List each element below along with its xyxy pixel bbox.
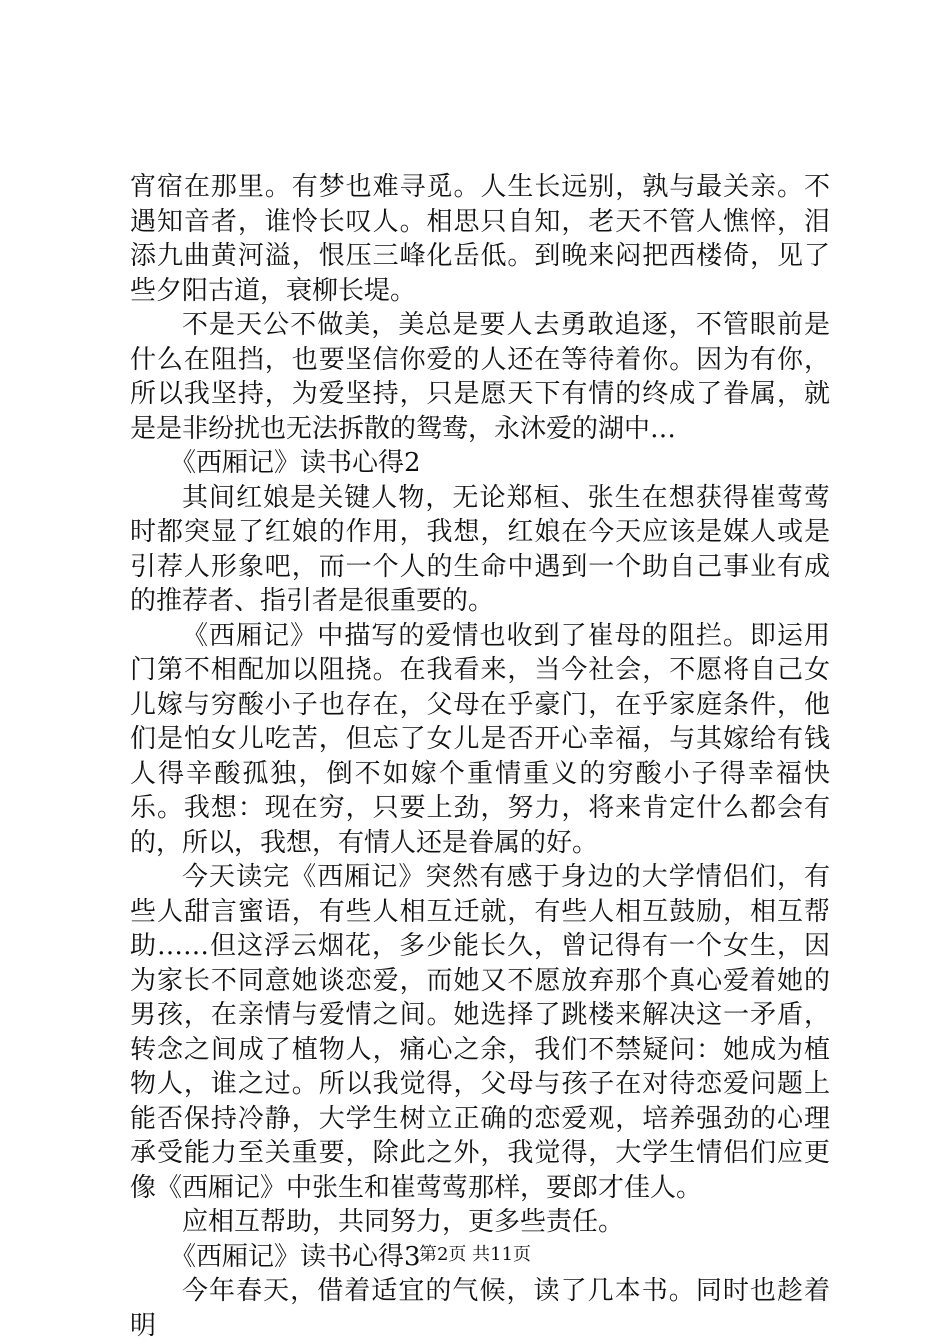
paragraph: 应相互帮助，共同努力，更多些责任。 [182,1207,625,1237]
paragraph: 《西厢记》中描写的爱情也收到了崔母的阻拦。即运用门第不相配加以阻挠。在我看来，当今社会，不愿将自己女儿嫁与穷酸小子也存在，父母在乎豪门，在乎家庭条件，他们是怕女儿吃苦，但忘了女儿是否开心幸福，与其嫁给有钱人得辛酸孤独，倒不如嫁个重情重义的穷酸小子得幸福快乐。我想：现在穷，只要上劲，努力，将来肯定什么都会有的，所以，我想，有情人还是眷属的好。 [130,620,830,858]
paragraph: 今年春天，借着适宜的气候，读了几本书。同时也趁着明 [130,1276,830,1341]
paragraph-poem-continued: 宵宿在那里。有梦也难寻觅。人生长远别，孰与最关亲。不遇知音者，谁怜长叹人。相思只自知，老天不管人憔悴，泪添九曲黄河溢，恨压三峰化岳低。到晚来闷把西楼倚，见了些夕阳古道，衰柳长堤。 [130,172,830,306]
section-heading-3: 《西厢记》读书心得3 [170,1241,421,1272]
page-footer: 第2页 共11页 [418,1244,532,1265]
document-body [130,170,830,1343]
paragraph: 今天读完《西厢记》突然有感于身边的大学情侣们，有些人甜言蜜语，有些人相互迁就，有些人相互鼓励，相互帮助……但这浮云烟花，多少能长久，曾记得有一个女生，因为家长不同意她谈恋爱，而她又不愿放弃那个真心爱着她的男孩，在亲情与爱情之间。她选择了跳楼来解决这一矛盾，转念之间成了植物人，痛心之余，我们不禁疑问：她成为植物人，谁之过。所以我觉得，父母与孩子在对待恋爱问题上能否保持冷静，大学生树立正确的恋爱观，培养强劲的心理承受能力至关重要，除此之外，我觉得，大学生情侣们应更像《西厢记》中张生和崔莺莺那样，要郎才佳人。 [130,862,830,1203]
section-heading-2: 《西厢记》读书心得2 [170,448,421,478]
paragraph: 其间红娘是关键人物，无论郑桓、张生在想获得崔莺莺时都突显了红娘的作用，我想，红娘在今天应该是媒人或是引荐人形象吧，而一个人的生命中遇到一个助自己事业有成的推荐者、指引者是很重要的。 [130,482,830,616]
paragraph: 不是天公不做美，美总是要人去勇敢追逐，不管眼前是什么在阻挡，也要坚信你爱的人还在等待着你。因为有你，所以我坚持，为爱坚持，只是愿天下有情的终成了眷属，就是是非纷扰也无法拆散的鸳鸯，永沐爱的湖中… [130,310,830,444]
